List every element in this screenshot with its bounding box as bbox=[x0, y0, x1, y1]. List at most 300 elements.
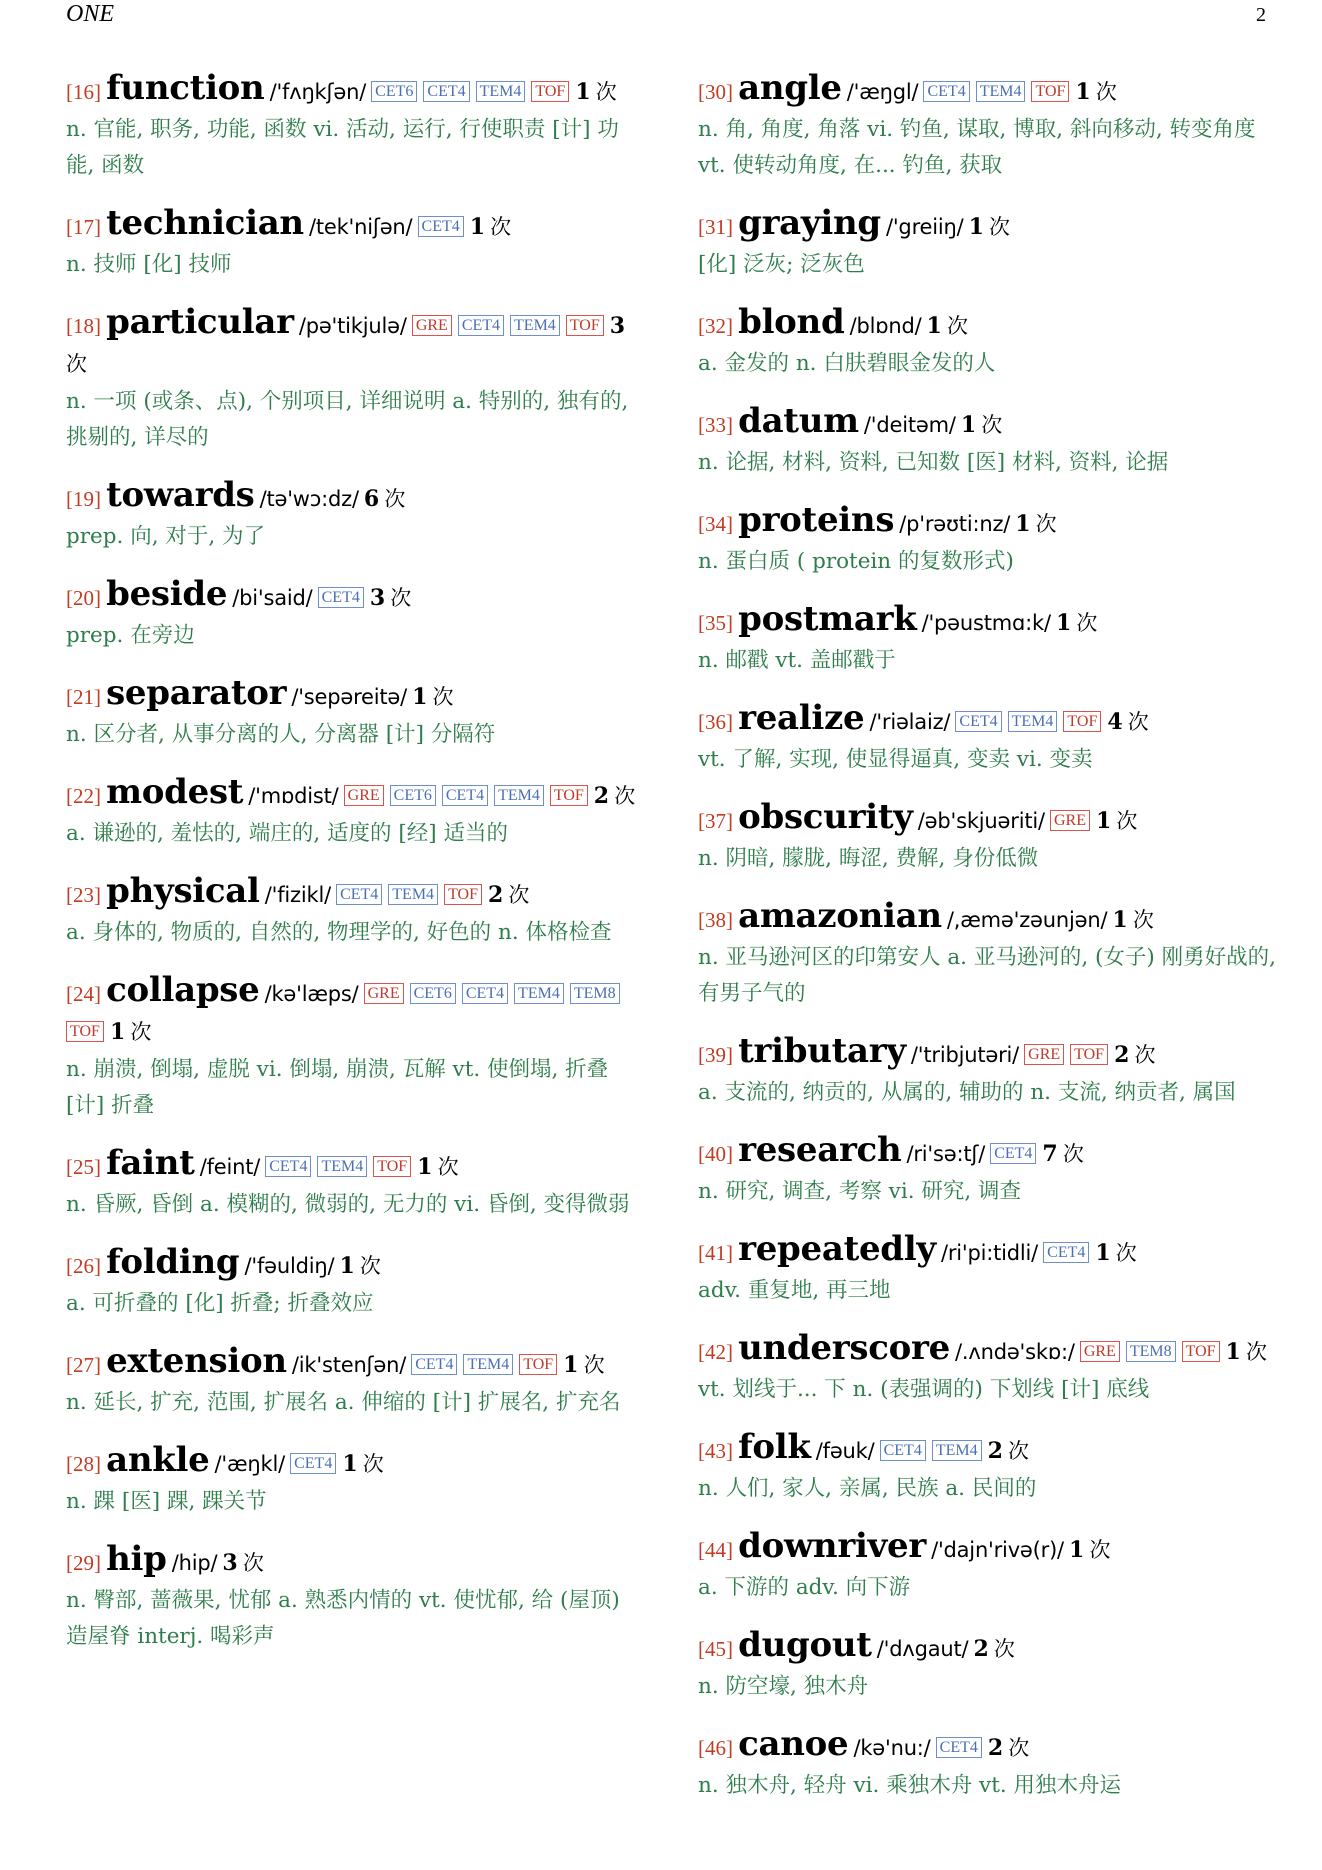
times-unit: 次 bbox=[1134, 1043, 1156, 1067]
times-unit: 次 bbox=[946, 314, 968, 338]
phonetic: /'fizikl/ bbox=[264, 883, 331, 907]
exam-tag: TOF bbox=[550, 785, 588, 806]
exam-tag: GRE bbox=[1050, 810, 1090, 831]
occurrence-count: 1 bbox=[1055, 610, 1072, 636]
entry-headline bbox=[698, 1231, 1278, 1273]
occurrence-count: 2 bbox=[973, 1636, 989, 1662]
times-unit: 次 bbox=[1116, 809, 1138, 833]
entry-headline bbox=[66, 477, 640, 519]
definition: n. 踝 [医] 踝, 踝关节 bbox=[66, 1489, 267, 1514]
entry-headline bbox=[66, 1541, 640, 1583]
exam-tag: TOF bbox=[1182, 1341, 1220, 1362]
headword: function bbox=[106, 68, 265, 108]
exam-tag: CET4 bbox=[923, 81, 969, 102]
exam-tag: CET4 bbox=[880, 1440, 926, 1461]
definition: [化] 泛灰; 泛灰色 bbox=[698, 252, 865, 277]
phonetic: /'pəustmɑ:k/ bbox=[921, 611, 1051, 635]
exam-tag: TOF bbox=[444, 884, 482, 905]
vocab-entry bbox=[66, 477, 640, 555]
entry-index: [29] bbox=[66, 1551, 101, 1575]
exam-tag: GRE bbox=[1080, 1341, 1120, 1362]
headword: physical bbox=[106, 871, 260, 911]
exam-tag: TEM4 bbox=[510, 315, 560, 336]
headword: postmark bbox=[738, 599, 917, 639]
exam-tag: TOF bbox=[566, 315, 604, 336]
times-unit: 次 bbox=[583, 1353, 605, 1377]
headword: realize bbox=[738, 698, 865, 738]
definition: vt. 划线于... 下 n. (表强调的) 下划线 [计] 底线 bbox=[698, 1377, 1150, 1402]
occurrence-count: 1 bbox=[342, 1451, 358, 1477]
entry-headline bbox=[698, 1330, 1278, 1372]
entry-index: [45] bbox=[698, 1637, 733, 1661]
times-unit: 次 bbox=[1035, 512, 1057, 536]
entry-headline bbox=[66, 873, 640, 915]
entry-index: [34] bbox=[698, 512, 733, 536]
entry-headline bbox=[66, 774, 640, 816]
definition: n. 臀部, 蔷薇果, 忧郁 a. 熟悉内情的 vt. 使忧郁, 给 (屋顶) 造屋脊 interj. 喝彩声 bbox=[66, 1588, 620, 1649]
entry-headline bbox=[698, 1033, 1278, 1075]
vocab-entry bbox=[698, 70, 1278, 184]
definition: n. 防空壕, 独木舟 bbox=[698, 1674, 869, 1699]
entry-index: [28] bbox=[66, 1452, 101, 1476]
occurrence-count: 1 bbox=[1095, 808, 1112, 834]
definition: n. 独木舟, 轻舟 vi. 乘独木舟 vt. 用独木舟运 bbox=[698, 1773, 1121, 1798]
definition: n. 研究, 调查, 考察 vi. 研究, 调查 bbox=[698, 1179, 1022, 1204]
occurrence-count: 1 bbox=[1095, 1240, 1111, 1266]
running-head: ONE bbox=[66, 1, 114, 27]
definition: prep. 在旁边 bbox=[66, 623, 195, 648]
phonetic: /'mɒdist/ bbox=[248, 784, 339, 808]
entry-index: [32] bbox=[698, 314, 733, 338]
definition: n. 延长, 扩充, 范围, 扩展名 a. 伸缩的 [计] 扩展名, 扩充名 bbox=[66, 1390, 621, 1415]
headword: research bbox=[738, 1130, 902, 1170]
definition: a. 支流的, 纳贡的, 从属的, 辅助的 n. 支流, 纳贡者, 属国 bbox=[698, 1080, 1236, 1105]
entry-index: [39] bbox=[698, 1043, 733, 1067]
phonetic: /'tribjutəri/ bbox=[910, 1043, 1020, 1067]
entry-headline bbox=[698, 1132, 1278, 1174]
headword: technician bbox=[106, 203, 304, 243]
phonetic: /p'rəʊti:nz/ bbox=[899, 512, 1011, 536]
exam-tag: TEM4 bbox=[514, 983, 564, 1004]
vocab-entry bbox=[698, 1627, 1278, 1705]
exam-tag: CET4 bbox=[265, 1156, 311, 1177]
times-unit: 次 bbox=[437, 1155, 459, 1179]
vocab-entry bbox=[698, 1429, 1278, 1507]
definition: n. 技师 [化] 技师 bbox=[66, 252, 232, 277]
vocab-entry bbox=[66, 304, 640, 456]
exam-tag: CET4 bbox=[318, 587, 364, 608]
vocab-entry bbox=[698, 700, 1278, 778]
phonetic: /kə'nu:/ bbox=[853, 1736, 931, 1760]
vocab-entry bbox=[698, 1033, 1278, 1111]
times-unit: 次 bbox=[359, 1254, 381, 1278]
phonetic: /'dʌgaut/ bbox=[876, 1637, 969, 1661]
times-unit: 次 bbox=[384, 487, 406, 511]
times-unit: 次 bbox=[490, 215, 512, 239]
exam-tag: TEM4 bbox=[494, 785, 544, 806]
entry-index: [41] bbox=[698, 1241, 733, 1265]
phonetic: /kə'læps/ bbox=[264, 982, 359, 1006]
exam-tag: TOF bbox=[1070, 1044, 1108, 1065]
phonetic: /bi'said/ bbox=[232, 586, 313, 610]
definition: a. 谦逊的, 羞怯的, 端庄的, 适度的 [经] 适当的 bbox=[66, 821, 508, 846]
entry-index: [30] bbox=[698, 80, 733, 104]
phonetic: /əb'skjuəriti/ bbox=[917, 809, 1045, 833]
vocab-entry bbox=[66, 1145, 640, 1223]
entry-index: [21] bbox=[66, 685, 101, 709]
vocab-entry bbox=[698, 1330, 1278, 1408]
headword: extension bbox=[106, 1341, 287, 1381]
occurrence-count: 1 bbox=[339, 1253, 355, 1279]
vocab-entry bbox=[698, 1726, 1278, 1804]
times-unit: 次 bbox=[614, 784, 636, 808]
times-unit: 次 bbox=[1089, 1538, 1111, 1562]
vocab-entry bbox=[66, 1343, 640, 1421]
exam-tag: TEM8 bbox=[570, 983, 620, 1004]
times-unit: 次 bbox=[130, 1020, 152, 1044]
exam-tag: CET6 bbox=[410, 983, 456, 1004]
entry-headline bbox=[66, 576, 640, 618]
headword: datum bbox=[738, 401, 859, 441]
exam-tag: CET4 bbox=[462, 983, 508, 1004]
vocab-entry bbox=[66, 972, 640, 1124]
occurrence-count: 1 bbox=[563, 1352, 579, 1378]
entry-index: [37] bbox=[698, 809, 733, 833]
entry-index: [23] bbox=[66, 883, 101, 907]
definition: n. 邮戳 vt. 盖邮戳于 bbox=[698, 648, 896, 673]
vocab-entry bbox=[66, 1541, 640, 1655]
occurrence-count: 3 bbox=[369, 585, 386, 611]
entry-index: [16] bbox=[66, 80, 101, 104]
right-column bbox=[698, 70, 1278, 1825]
phonetic: /'riəlaiz/ bbox=[869, 710, 951, 734]
entry-index: [25] bbox=[66, 1155, 101, 1179]
definition: n. 官能, 职务, 功能, 函数 vi. 活动, 运行, 行使职责 [计] 功能, 函数 bbox=[66, 117, 619, 178]
entry-headline bbox=[66, 1343, 640, 1385]
entry-headline bbox=[66, 205, 640, 247]
entry-index: [38] bbox=[698, 908, 733, 932]
exam-tag: CET4 bbox=[990, 1143, 1036, 1164]
exam-tag: CET4 bbox=[336, 884, 382, 905]
entry-headline bbox=[698, 700, 1278, 742]
entry-index: [22] bbox=[66, 784, 101, 808]
occurrence-count: 1 bbox=[417, 1154, 433, 1180]
headword: hip bbox=[106, 1539, 167, 1579]
headword: blond bbox=[738, 302, 845, 342]
times-unit: 次 bbox=[993, 1637, 1015, 1661]
exam-tag: CET4 bbox=[411, 1354, 457, 1375]
times-unit: 次 bbox=[1095, 80, 1117, 104]
exam-tag: TOF bbox=[519, 1354, 557, 1375]
headword: particular bbox=[106, 302, 294, 342]
times-unit: 次 bbox=[1115, 1241, 1137, 1265]
headword: downriver bbox=[738, 1526, 926, 1566]
definition: n. 角, 角度, 角落 vi. 钓鱼, 谋取, 博取, 斜向移动, 转变角度 vt. 使转动角度, 在... 钓鱼, 获取 bbox=[698, 117, 1256, 178]
headword: towards bbox=[106, 475, 255, 515]
entry-headline bbox=[698, 502, 1278, 544]
entry-headline bbox=[698, 799, 1278, 841]
entry-headline bbox=[698, 70, 1278, 112]
vocab-entry bbox=[698, 403, 1278, 481]
exam-tag: GRE bbox=[364, 983, 404, 1004]
exam-tag: CET4 bbox=[442, 785, 488, 806]
phonetic: /'fʌŋkʃən/ bbox=[269, 80, 367, 104]
occurrence-count: 1 bbox=[1112, 907, 1128, 933]
times-unit: 次 bbox=[508, 883, 530, 907]
vocab-entry bbox=[698, 1231, 1278, 1309]
exam-tag: TEM4 bbox=[388, 884, 438, 905]
occurrence-count: 1 bbox=[1075, 79, 1091, 105]
page-number: 2 bbox=[1256, 4, 1266, 26]
exam-tag: CET4 bbox=[423, 81, 469, 102]
definition: n. 论据, 材料, 资料, 已知数 [医] 材料, 资料, 论据 bbox=[698, 450, 1169, 475]
times-unit: 次 bbox=[1245, 1340, 1267, 1364]
headword: amazonian bbox=[738, 896, 942, 936]
entry-index: [36] bbox=[698, 710, 733, 734]
entry-index: [18] bbox=[66, 314, 101, 338]
vocab-entry bbox=[698, 898, 1278, 1012]
phonetic: /blɒnd/ bbox=[849, 314, 922, 338]
times-unit: 次 bbox=[66, 352, 87, 376]
definition: n. 一项 (或条、点), 个别项目, 详细说明 a. 特别的, 独有的, 挑剔的, 详尽的 bbox=[66, 389, 629, 450]
times-unit: 次 bbox=[362, 1452, 384, 1476]
occurrence-count: 6 bbox=[363, 486, 380, 512]
headword: folding bbox=[106, 1242, 240, 1282]
headword: faint bbox=[106, 1143, 195, 1183]
phonetic: /'æŋkl/ bbox=[214, 1452, 285, 1476]
exam-tag: TOF bbox=[1063, 711, 1101, 732]
entry-headline bbox=[66, 304, 640, 384]
phonetic: /.ʌndə'skɒ:/ bbox=[955, 1340, 1075, 1364]
phonetic: /fəuk/ bbox=[815, 1439, 875, 1463]
entry-headline bbox=[66, 675, 640, 717]
headword: underscore bbox=[738, 1328, 950, 1368]
exam-tag: CET4 bbox=[936, 1737, 982, 1758]
phonetic: /tə'wɔ:dz/ bbox=[259, 487, 359, 511]
definition: n. 昏厥, 昏倒 a. 模糊的, 微弱的, 无力的 vi. 昏倒, 变得微弱 bbox=[66, 1192, 630, 1217]
exam-tag: GRE bbox=[412, 315, 452, 336]
headword: canoe bbox=[738, 1724, 849, 1764]
times-unit: 次 bbox=[1076, 611, 1098, 635]
definition: vt. 了解, 实现, 使显得逼真, 变卖 vi. 变卖 bbox=[698, 747, 1093, 772]
exam-tag: CET4 bbox=[458, 315, 504, 336]
phonetic: /'æŋgl/ bbox=[846, 80, 919, 104]
entry-headline bbox=[698, 1528, 1278, 1570]
exam-tag: TOF bbox=[66, 1021, 104, 1042]
phonetic: /feint/ bbox=[199, 1155, 261, 1179]
vocab-entry bbox=[66, 205, 640, 283]
occurrence-count: 1 bbox=[1225, 1339, 1241, 1365]
phonetic: /ri'pi:tidli/ bbox=[940, 1241, 1039, 1265]
exam-tag: CET4 bbox=[290, 1453, 336, 1474]
entry-index: [42] bbox=[698, 1340, 733, 1364]
entry-index: [31] bbox=[698, 215, 733, 239]
definition: n. 亚马逊河区的印第安人 a. 亚马逊河的, (女子) 刚勇好战的, 有男子气的 bbox=[698, 945, 1276, 1006]
entry-index: [43] bbox=[698, 1439, 733, 1463]
vocab-entry bbox=[66, 576, 640, 654]
phonetic: /'sepəreitə/ bbox=[291, 685, 408, 709]
entry-index: [33] bbox=[698, 413, 733, 437]
definition: n. 蛋白质 ( protein 的复数形式) bbox=[698, 549, 1014, 574]
phonetic: /'deitəm/ bbox=[863, 413, 956, 437]
occurrence-count: 1 bbox=[1069, 1537, 1085, 1563]
vocab-entry bbox=[698, 1132, 1278, 1210]
phonetic: /ri'sə:tʃ/ bbox=[906, 1142, 986, 1166]
vocab-entry bbox=[66, 1442, 640, 1520]
entry-headline bbox=[698, 1726, 1278, 1768]
phonetic: /'dajn'rivə(r)/ bbox=[931, 1538, 1064, 1562]
occurrence-count: 1 bbox=[412, 684, 428, 710]
entry-headline bbox=[698, 898, 1278, 940]
occurrence-count: 2 bbox=[987, 1438, 1003, 1464]
entry-index: [20] bbox=[66, 586, 101, 610]
exam-tag: TEM8 bbox=[1126, 1341, 1176, 1362]
definition: a. 金发的 n. 白肤碧眼金发的人 bbox=[698, 351, 996, 376]
phonetic: /'fəuldiŋ/ bbox=[244, 1254, 335, 1278]
entry-index: [35] bbox=[698, 611, 733, 635]
entry-headline bbox=[66, 972, 640, 1052]
vocab-entry bbox=[66, 873, 640, 951]
times-unit: 次 bbox=[432, 685, 454, 709]
vocab-entry bbox=[698, 799, 1278, 877]
vocab-entry bbox=[66, 774, 640, 852]
entry-headline bbox=[66, 1145, 640, 1187]
occurrence-count: 7 bbox=[1042, 1141, 1058, 1167]
exam-tag: CET6 bbox=[390, 785, 436, 806]
exam-tag: CET4 bbox=[955, 711, 1001, 732]
occurrence-count: 1 bbox=[960, 412, 977, 438]
left-column bbox=[66, 70, 640, 1676]
headword: proteins bbox=[738, 500, 895, 540]
exam-tag: CET4 bbox=[1043, 1242, 1089, 1263]
definition: adv. 重复地, 再三地 bbox=[698, 1278, 891, 1303]
entry-index: [46] bbox=[698, 1736, 733, 1760]
times-unit: 次 bbox=[1008, 1736, 1030, 1760]
vocab-entry bbox=[66, 1244, 640, 1322]
exam-tag: TOF bbox=[373, 1156, 411, 1177]
exam-tag: TEM4 bbox=[932, 1440, 982, 1461]
vocab-entry bbox=[698, 601, 1278, 679]
headword: dugout bbox=[738, 1625, 872, 1665]
phonetic: /'greiiŋ/ bbox=[885, 215, 964, 239]
entry-headline bbox=[698, 403, 1278, 445]
entry-index: [40] bbox=[698, 1142, 733, 1166]
occurrence-count: 2 bbox=[1114, 1042, 1130, 1068]
vocab-entry bbox=[698, 205, 1278, 283]
entry-headline bbox=[66, 1442, 640, 1484]
headword: ankle bbox=[106, 1440, 210, 1480]
exam-tag: TEM4 bbox=[317, 1156, 367, 1177]
vocab-entry bbox=[66, 70, 640, 184]
exam-tag: GRE bbox=[344, 785, 384, 806]
entry-index: [27] bbox=[66, 1353, 101, 1377]
occurrence-count: 1 bbox=[1015, 511, 1031, 537]
exam-tag: CET6 bbox=[371, 81, 417, 102]
entry-index: [17] bbox=[66, 215, 101, 239]
times-unit: 次 bbox=[390, 586, 412, 610]
entry-headline bbox=[698, 205, 1278, 247]
times-unit: 次 bbox=[1008, 1439, 1029, 1463]
headword: modest bbox=[106, 772, 244, 812]
exam-tag: GRE bbox=[1024, 1044, 1064, 1065]
vocab-entry bbox=[66, 675, 640, 753]
times-unit: 次 bbox=[1127, 710, 1149, 734]
headword: angle bbox=[738, 68, 842, 108]
occurrence-count: 1 bbox=[575, 79, 591, 105]
headword: separator bbox=[106, 673, 287, 713]
entry-index: [26] bbox=[66, 1254, 101, 1278]
exam-tag: TEM4 bbox=[1008, 711, 1058, 732]
occurrence-count: 1 bbox=[926, 313, 942, 339]
vocab-entry bbox=[698, 1528, 1278, 1606]
phonetic: /,æmə'zəunjən/ bbox=[946, 908, 1108, 932]
headword: obscurity bbox=[738, 797, 913, 837]
occurrence-count: 3 bbox=[222, 1550, 238, 1576]
entry-headline bbox=[698, 601, 1278, 643]
entry-headline bbox=[698, 1429, 1278, 1471]
phonetic: /hip/ bbox=[171, 1551, 218, 1575]
entry-headline bbox=[698, 1627, 1278, 1669]
times-unit: 次 bbox=[1132, 908, 1154, 932]
headword: tributary bbox=[738, 1031, 906, 1071]
occurrence-count: 3 bbox=[609, 313, 626, 339]
exam-tag: TOF bbox=[1031, 81, 1069, 102]
occurrence-count: 4 bbox=[1107, 709, 1123, 735]
vocab-entry bbox=[698, 304, 1278, 382]
occurrence-count: 1 bbox=[469, 214, 486, 240]
exam-tag: TOF bbox=[531, 81, 569, 102]
definition: prep. 向, 对于, 为了 bbox=[66, 524, 266, 549]
entry-headline bbox=[66, 1244, 640, 1286]
headword: collapse bbox=[106, 970, 260, 1010]
entry-index: [19] bbox=[66, 487, 101, 511]
headword: folk bbox=[738, 1427, 811, 1467]
definition: a. 身体的, 物质的, 自然的, 物理学的, 好色的 n. 体格检查 bbox=[66, 920, 612, 945]
definition: a. 可折叠的 [化] 折叠; 折叠效应 bbox=[66, 1291, 374, 1316]
occurrence-count: 1 bbox=[109, 1019, 126, 1045]
definition: a. 下游的 adv. 向下游 bbox=[698, 1575, 911, 1600]
headword: graying bbox=[738, 203, 881, 243]
phonetic: /tek'niʃən/ bbox=[308, 215, 413, 239]
entry-headline bbox=[66, 70, 640, 112]
entry-index: [24] bbox=[66, 982, 101, 1006]
definition: n. 阴暗, 朦胧, 晦涩, 费解, 身份低微 bbox=[698, 846, 1039, 871]
exam-tag: CET4 bbox=[418, 216, 464, 237]
vocab-entry bbox=[698, 502, 1278, 580]
phonetic: /pə'tikjulə/ bbox=[298, 314, 407, 338]
entry-index: [44] bbox=[698, 1538, 733, 1562]
times-unit: 次 bbox=[981, 413, 1003, 437]
exam-tag: TEM4 bbox=[976, 81, 1026, 102]
times-unit: 次 bbox=[242, 1551, 264, 1575]
entry-headline bbox=[698, 304, 1278, 346]
occurrence-count: 1 bbox=[968, 214, 984, 240]
exam-tag: TEM4 bbox=[463, 1354, 513, 1375]
headword: beside bbox=[106, 574, 228, 614]
definition: n. 崩溃, 倒塌, 虚脱 vi. 倒塌, 崩溃, 瓦解 vt. 使倒塌, 折叠 [计] 折叠 bbox=[66, 1057, 609, 1118]
times-unit: 次 bbox=[1062, 1142, 1084, 1166]
occurrence-count: 2 bbox=[593, 783, 610, 809]
definition: n. 人们, 家人, 亲属, 民族 a. 民间的 bbox=[698, 1476, 1037, 1501]
times-unit: 次 bbox=[989, 215, 1011, 239]
occurrence-count: 2 bbox=[987, 1735, 1004, 1761]
occurrence-count: 2 bbox=[488, 882, 504, 908]
phonetic: /ik'stenʃən/ bbox=[291, 1353, 407, 1377]
definition: n. 区分者, 从事分离的人, 分离器 [计] 分隔符 bbox=[66, 722, 496, 747]
exam-tag: TEM4 bbox=[476, 81, 526, 102]
times-unit: 次 bbox=[595, 80, 617, 104]
headword: repeatedly bbox=[738, 1229, 936, 1269]
